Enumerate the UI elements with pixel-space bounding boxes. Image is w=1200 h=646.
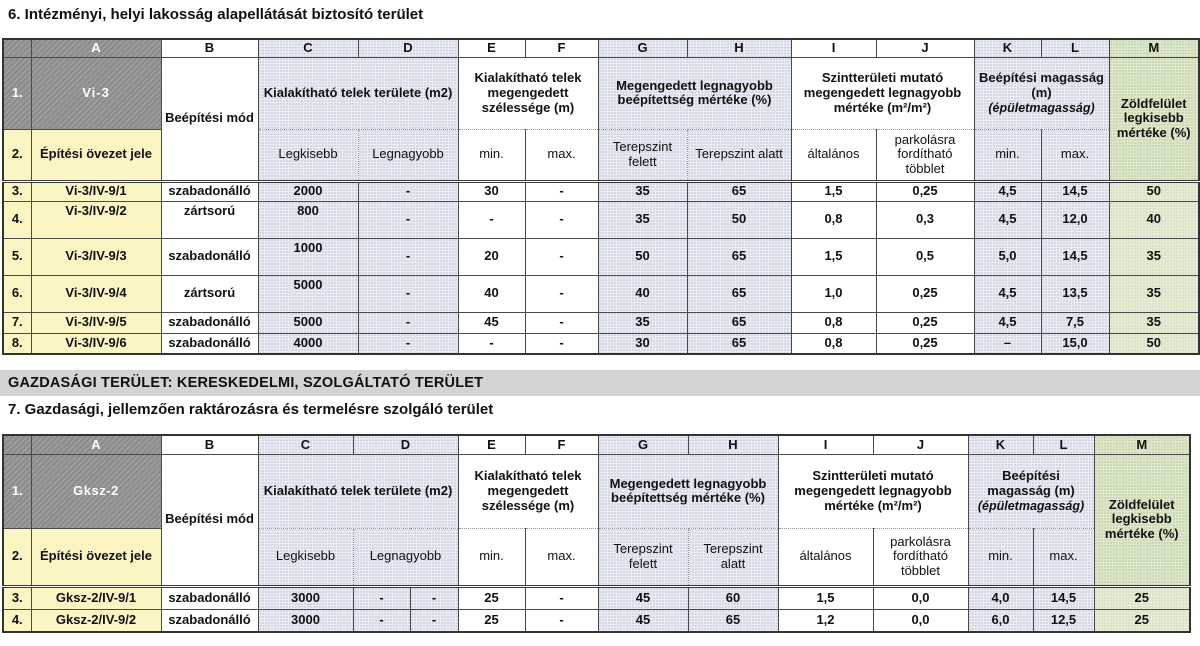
value-cell: - <box>525 586 598 609</box>
header-telek-szelesseg: Kialakítható telek megengedett szélessége (m) <box>458 454 598 528</box>
value-cell: 20 <box>458 238 525 275</box>
value-cell: - <box>358 275 458 312</box>
subheader-max: max. <box>525 528 598 586</box>
column-letter-L: L <box>1041 39 1109 57</box>
column-letter-L: L <box>1033 435 1094 454</box>
value-cell: - <box>353 586 410 609</box>
building-mode-cell: zártsorú <box>161 201 258 238</box>
header-beepitettseg: Megengedett legnagyobb beépítettség mértéke (%) <box>598 57 791 129</box>
value-cell: 0,25 <box>876 181 974 201</box>
value-cell: 40 <box>458 275 525 312</box>
value-cell: 5000 <box>258 312 358 333</box>
value-cell: 0,3 <box>876 201 974 238</box>
column-letter-H: H <box>688 435 778 454</box>
header-beepitesi-mod: Beépítési mód <box>161 454 258 586</box>
column-letter-A: A <box>31 435 161 454</box>
row-number: 5. <box>3 238 31 275</box>
table-vi3-container <box>0 38 1200 355</box>
value-cell: 65 <box>687 238 791 275</box>
column-letter-H: H <box>687 39 791 57</box>
header-beepitettseg: Megengedett legnagyobb beépítettség mértéke (%) <box>598 454 778 528</box>
value-cell: 14,5 <box>1041 238 1109 275</box>
column-letter-G: G <box>598 39 687 57</box>
subheader-terepszint-alatt: Terepszint alatt <box>687 129 791 181</box>
value-cell: 30 <box>458 181 525 201</box>
value-cell: 35 <box>1109 275 1199 312</box>
header-magassag-sub: (épületmagasság) <box>977 499 1085 514</box>
value-cell: 50 <box>1109 333 1199 354</box>
value-cell: 65 <box>687 181 791 201</box>
header-beepitesi-magassag <box>968 454 1094 528</box>
subheader-min: min. <box>458 129 525 181</box>
building-mode-cell: szabadonálló <box>161 181 258 201</box>
subheader-min: min. <box>974 129 1041 181</box>
header-beepitesi-mod: Beépítési mód <box>161 57 258 181</box>
value-cell: - <box>358 238 458 275</box>
value-cell: 0,8 <box>791 312 876 333</box>
header-ovezet-jele: Építési övezet jele <box>31 528 161 586</box>
subheader-min: min. <box>458 528 525 586</box>
value-cell: 0,0 <box>873 609 968 632</box>
value-cell: - <box>358 181 458 201</box>
column-letter-B: B <box>161 435 258 454</box>
header-zoldfelulet: Zöldfelület legkisebb mértéke (%) <box>1094 454 1190 586</box>
value-cell: 4,5 <box>974 312 1041 333</box>
column-letter-K: K <box>968 435 1033 454</box>
value-cell: 65 <box>687 333 791 354</box>
subheader-parkolas: parkolásra fordítható többlet <box>873 528 968 586</box>
value-cell: 0,0 <box>873 586 968 609</box>
value-cell: 0,25 <box>876 312 974 333</box>
value-cell: 1,5 <box>778 586 873 609</box>
column-letter-J: J <box>873 435 968 454</box>
value-cell: 15,0 <box>1041 333 1109 354</box>
value-cell: - <box>353 609 410 632</box>
row-number: 2. <box>3 129 31 181</box>
header-magassag-main: Beépítési magasság (m) <box>978 70 1104 101</box>
column-letter-I: I <box>791 39 876 57</box>
value-cell: 40 <box>598 275 687 312</box>
subheader-legkisebb: Legkisebb <box>258 528 353 586</box>
row-number: 3. <box>3 181 31 201</box>
row-number: 7. <box>3 312 31 333</box>
subheader-altalanos: általános <box>778 528 873 586</box>
value-cell: 25 <box>458 586 525 609</box>
value-cell: 35 <box>1109 312 1199 333</box>
column-letter-F: F <box>525 435 598 454</box>
subheader-max: max. <box>1033 528 1094 586</box>
value-cell: - <box>410 586 458 609</box>
value-cell: - <box>458 333 525 354</box>
subheader-legnagyobb: Legnagyobb <box>353 528 458 586</box>
column-letter-K: K <box>974 39 1041 57</box>
row-number: 2. <box>3 528 31 586</box>
value-cell: 3000 <box>258 609 353 632</box>
header-szintterulet: Szintterületi mutató megengedett legnagyobb mértéke (m²/m²) <box>778 454 968 528</box>
value-cell: 5,0 <box>974 238 1041 275</box>
column-letter-C: C <box>258 435 353 454</box>
value-cell: 4,5 <box>974 181 1041 201</box>
value-cell: - <box>458 201 525 238</box>
value-cell: - <box>525 275 598 312</box>
header-beepitesi-magassag <box>974 57 1109 129</box>
zone-row-label: Vi-3/IV-9/5 <box>31 312 161 333</box>
value-cell: 5000 <box>258 275 358 312</box>
building-mode-cell: szabadonálló <box>161 238 258 275</box>
value-cell: 1,2 <box>778 609 873 632</box>
value-cell: 14,5 <box>1033 586 1094 609</box>
row-number: 6. <box>3 275 31 312</box>
column-letter-F: F <box>525 39 598 57</box>
header-zoldfelulet: Zöldfelület legkisebb mértéke (%) <box>1109 57 1199 181</box>
header-szintterulet: Szintterületi mutató megengedett legnagyobb mértéke (m²/m²) <box>791 57 974 129</box>
value-cell: 0,5 <box>876 238 974 275</box>
value-cell: 6,0 <box>968 609 1033 632</box>
section-band: GAZDASÁGI TERÜLET: KERESKEDELMI, SZOLGÁLTATÓ TERÜLET <box>0 370 1200 396</box>
zone-row-label: Gksz-2/IV-9/2 <box>31 609 161 632</box>
building-mode-cell: szabadonálló <box>161 586 258 609</box>
value-cell: 13,5 <box>1041 275 1109 312</box>
zoning-table-Vi-3 <box>2 38 1200 355</box>
section-title-7: 7. Gazdasági, jellemzően raktározásra és termelésre szolgáló terület <box>8 401 494 419</box>
value-cell: 25 <box>1094 586 1190 609</box>
table-gksz2-container <box>0 434 1200 633</box>
value-cell: 12,0 <box>1041 201 1109 238</box>
value-cell: 50 <box>598 238 687 275</box>
column-letter-E: E <box>458 435 525 454</box>
value-cell: 14,5 <box>1041 181 1109 201</box>
building-mode-cell: szabadonálló <box>161 609 258 632</box>
value-cell: - <box>358 333 458 354</box>
value-cell: 30 <box>598 333 687 354</box>
subheader-legnagyobb: Legnagyobb <box>358 129 458 181</box>
value-cell: 4,0 <box>968 586 1033 609</box>
subheader-altalanos: általános <box>791 129 876 181</box>
value-cell: 35 <box>598 181 687 201</box>
subheader-parkolas: parkolásra fordítható többlet <box>876 129 974 181</box>
value-cell: 65 <box>687 275 791 312</box>
value-cell: - <box>358 201 458 238</box>
column-letter-D: D <box>353 435 458 454</box>
building-mode-cell: szabadonálló <box>161 312 258 333</box>
value-cell: 45 <box>458 312 525 333</box>
column-letter-G: G <box>598 435 688 454</box>
row-number: 1. <box>3 454 31 528</box>
value-cell: - <box>525 312 598 333</box>
column-letter-B: B <box>161 39 258 57</box>
subheader-terepszint-alatt: Terepszint alatt <box>688 528 778 586</box>
value-cell: 7,5 <box>1041 312 1109 333</box>
subheader-terepszint-felett: Terepszint felett <box>598 129 687 181</box>
row-number: 8. <box>3 333 31 354</box>
header-telek-terulet: Kialakítható telek területe (m2) <box>258 57 458 129</box>
value-cell: - <box>358 312 458 333</box>
value-cell: 0,25 <box>876 333 974 354</box>
header-magassag-main: Beépítési magasság (m) <box>987 468 1075 499</box>
header-telek-szelesseg: Kialakítható telek megengedett szélessége (m) <box>458 57 598 129</box>
value-cell: 65 <box>688 609 778 632</box>
value-cell: 35 <box>1109 238 1199 275</box>
subheader-min: min. <box>968 528 1033 586</box>
section-title-6: 6. Intézményi, helyi lakosság alapellátását biztosító terület <box>8 6 424 23</box>
column-letter-E: E <box>458 39 525 57</box>
subheader-max: max. <box>525 129 598 181</box>
value-cell: 4,5 <box>974 201 1041 238</box>
header-magassag-sub: (épületmagasság) <box>988 101 1095 116</box>
value-cell: 35 <box>598 201 687 238</box>
value-cell: 35 <box>598 312 687 333</box>
column-letter-J: J <box>876 39 974 57</box>
subheader-terepszint-felett: Terepszint felett <box>598 528 688 586</box>
value-cell: 0,8 <box>791 333 876 354</box>
value-cell: 60 <box>688 586 778 609</box>
zone-code: Vi-3 <box>31 57 161 129</box>
column-letter-M: M <box>1109 39 1199 57</box>
zone-row-label: Vi-3/IV-9/1 <box>31 181 161 201</box>
zone-code: Gksz-2 <box>31 454 161 528</box>
value-cell: 1000 <box>258 238 358 275</box>
value-cell: 40 <box>1109 201 1199 238</box>
value-cell: 3000 <box>258 586 353 609</box>
value-cell: 65 <box>687 312 791 333</box>
column-letter-C: C <box>258 39 358 57</box>
value-cell: - <box>525 333 598 354</box>
value-cell: 1,5 <box>791 181 876 201</box>
value-cell: 4,5 <box>974 275 1041 312</box>
value-cell: 50 <box>687 201 791 238</box>
column-letter-D: D <box>358 39 458 57</box>
value-cell: 45 <box>598 586 688 609</box>
column-letter-I: I <box>778 435 873 454</box>
subheader-max: max. <box>1041 129 1109 181</box>
corner-cell <box>3 435 31 454</box>
value-cell: 2000 <box>258 181 358 201</box>
subheader-legkisebb: Legkisebb <box>258 129 358 181</box>
value-cell: - <box>525 238 598 275</box>
value-cell: 0,25 <box>876 275 974 312</box>
value-cell: 0,8 <box>791 201 876 238</box>
column-letter-A: A <box>31 39 161 57</box>
row-number: 1. <box>3 57 31 129</box>
value-cell: - <box>525 201 598 238</box>
corner-cell <box>3 39 31 57</box>
value-cell: – <box>974 333 1041 354</box>
value-cell: 1,0 <box>791 275 876 312</box>
header-ovezet-jele: Építési övezet jele <box>31 129 161 181</box>
column-letter-M: M <box>1094 435 1190 454</box>
value-cell: 25 <box>1094 609 1190 632</box>
value-cell: 4000 <box>258 333 358 354</box>
zoning-table-Gksz-2 <box>2 434 1191 633</box>
building-mode-cell: szabadonálló <box>161 333 258 354</box>
row-number: 4. <box>3 609 31 632</box>
zone-row-label: Gksz-2/IV-9/1 <box>31 586 161 609</box>
value-cell: 800 <box>258 201 358 238</box>
zone-row-label: Vi-3/IV-9/6 <box>31 333 161 354</box>
building-mode-cell: zártsorú <box>161 275 258 312</box>
row-number: 3. <box>3 586 31 609</box>
value-cell: 45 <box>598 609 688 632</box>
value-cell: 50 <box>1109 181 1199 201</box>
value-cell: - <box>410 609 458 632</box>
value-cell: 12,5 <box>1033 609 1094 632</box>
value-cell: - <box>525 609 598 632</box>
row-number: 4. <box>3 201 31 238</box>
value-cell: - <box>525 181 598 201</box>
header-telek-terulet: Kialakítható telek területe (m2) <box>258 454 458 528</box>
value-cell: 25 <box>458 609 525 632</box>
value-cell: 1,5 <box>791 238 876 275</box>
zone-row-label: Vi-3/IV-9/2 <box>31 201 161 238</box>
zone-row-label: Vi-3/IV-9/4 <box>31 275 161 312</box>
zone-row-label: Vi-3/IV-9/3 <box>31 238 161 275</box>
